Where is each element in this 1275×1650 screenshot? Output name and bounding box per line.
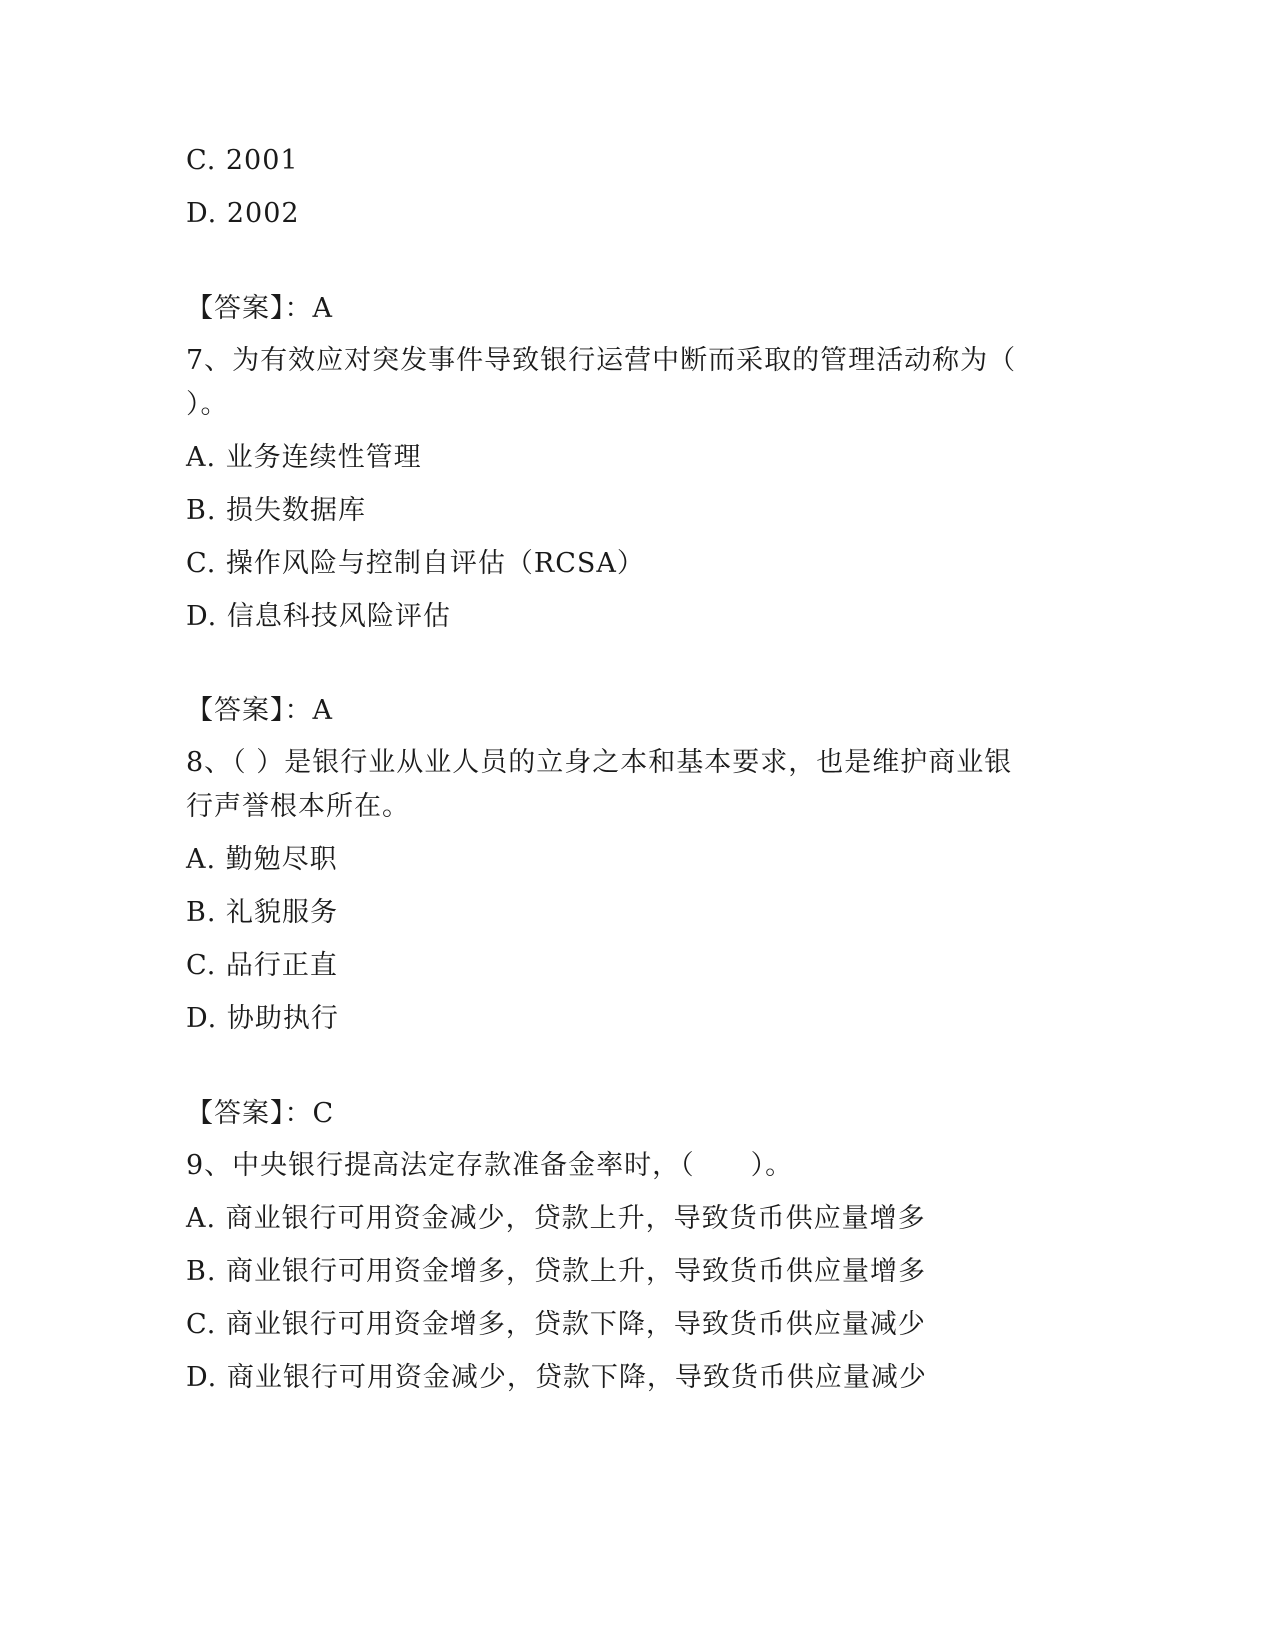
answer-label: 【答案】：A — [186, 293, 333, 324]
question-7-option-a: A. 业务连续性管理 — [186, 442, 422, 473]
question-7-option-d: D. 信息科技风险评估 — [186, 601, 451, 632]
question-7-option-b: B. 损失数据库 — [186, 495, 367, 526]
question-9-option-c: C. 商业银行可用资金增多，贷款下降，导致货币供应量减少 — [186, 1309, 926, 1340]
question-8-option-d: D. 协助执行 — [186, 1003, 339, 1034]
question-9-option-b: B. 商业银行可用资金增多，贷款上升，导致货币供应量增多 — [186, 1256, 927, 1287]
option-d: D. 2002 — [186, 198, 300, 229]
question-8-answer: 【答案】：C — [186, 1098, 335, 1129]
question-8-stem-line-2: 行声誉根本所在。 — [186, 791, 410, 822]
question-7-answer: 【答案】：A — [186, 695, 333, 726]
question-8-stem-line-1: 8、（ ）是银行业从业人员的立身之本和基本要求，也是维护商业银 — [186, 747, 1013, 778]
question-9-stem: 9、中央银行提高法定存款准备金率时，（ ）。 — [186, 1150, 794, 1181]
question-8-option-a: A. 勤勉尽职 — [186, 844, 338, 875]
question-8-option-c: C. 品行正直 — [186, 950, 338, 981]
question-7-option-c: C. 操作风险与控制自评估（RCSA） — [186, 548, 645, 579]
question-8-option-b: B. 礼貌服务 — [186, 897, 339, 928]
question-7-stem-line-2: ）。 — [186, 389, 229, 420]
option-c: C. 2001 — [186, 145, 299, 176]
question-7-stem-line-1: 7、为有效应对突发事件导致银行运营中断而采取的管理活动称为（ — [186, 345, 1017, 376]
question-9-option-d: D. 商业银行可用资金减少，贷款下降，导致货币供应量减少 — [186, 1362, 927, 1393]
question-9-option-a: A. 商业银行可用资金减少，贷款上升，导致货币供应量增多 — [186, 1203, 926, 1234]
